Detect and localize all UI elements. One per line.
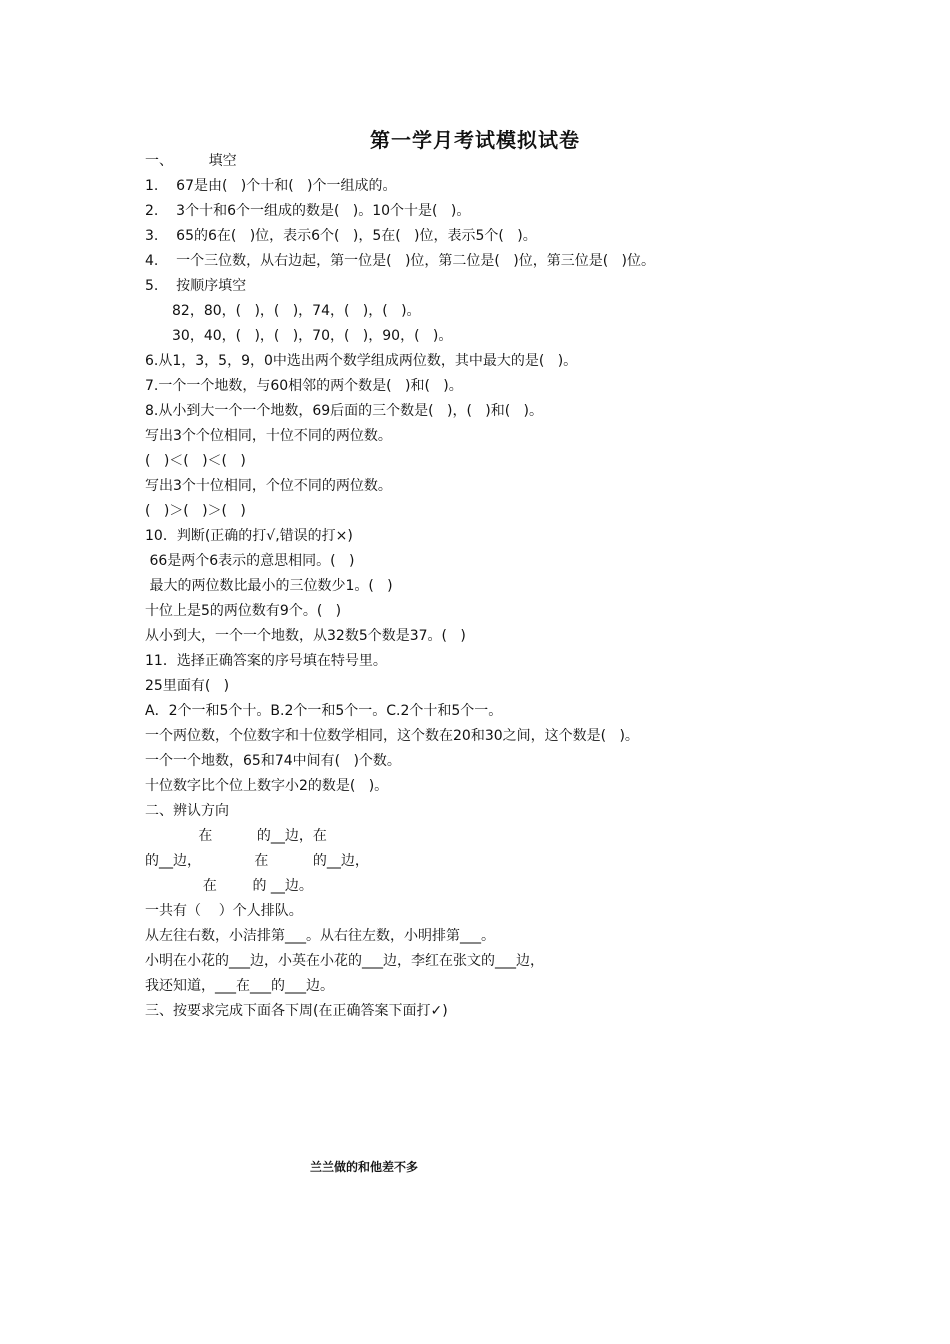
- question-line: 6.从1，3，5，9，0中选出两个数学组成两位数，其中最大的是( )。: [145, 353, 578, 369]
- caption-text: 兰兰做的和他差不多: [310, 1160, 419, 1174]
- question-line: 一个两位数，个位数字和十位数学相同，这个数在20和30之间，这个数是( )。: [145, 728, 639, 744]
- question-line: 4. 一个三位数，从右边起，第一位是( )位，第二位是( )位，第三位是( )位。: [145, 253, 655, 269]
- question-line: 7.一个一个地数，与60相邻的两个数是( )和( )。: [145, 378, 463, 394]
- question-line: 十位数字比个位上数字小2的数是( )。: [145, 778, 389, 794]
- question-line: 10．判断(正确的打√,错误的打×): [145, 528, 353, 544]
- question-line: 在 的__边，在: [145, 828, 327, 844]
- question-line: 的__边， 在 的__边，: [145, 853, 369, 869]
- page-title: 第一学月考试模拟试卷: [370, 128, 580, 152]
- section-heading: 一、 填空: [145, 153, 237, 169]
- question-line: 十位上是5的两位数有9个。( ): [145, 603, 342, 619]
- question-line: 写出3个十位相同，个位不同的两位数。: [145, 478, 392, 494]
- question-line: 1. 67是由( )个十和( )个一组成的。: [145, 178, 397, 194]
- question-line: 82，80，( )，( )，74，( )，( )。: [172, 303, 421, 319]
- question-line: 小明在小花的___边，小英在小花的___边，李红在张文的___边，: [145, 953, 544, 969]
- question-line: 一共有（ ）个人排队。: [145, 903, 303, 919]
- question-line: 11．选择正确答案的序号填在特号里。: [145, 653, 387, 669]
- question-line: 在 的 __边。: [145, 878, 313, 894]
- question-line: 2. 3个十和6个一组成的数是( )。10个十是( )。: [145, 203, 471, 219]
- question-line: 从左往右数，小洁排第___。从右往左数，小明排第___。: [145, 928, 495, 944]
- question-line: 最大的两位数比最小的三位数少1。( ): [145, 578, 393, 594]
- question-line: A．2个一和5个十。B.2个一和5个一。C.2个十和5个一。: [145, 703, 503, 719]
- question-line: 3. 65的6在( )位，表示6个( )，5在( )位，表示5个( )。: [145, 228, 537, 244]
- question-line: 5. 按顺序填空: [145, 278, 247, 294]
- question-line: 一个一个地数，65和74中间有( )个数。: [145, 753, 401, 769]
- question-line: 从小到大，一个一个地数，从32数5个数是37。( ): [145, 628, 466, 644]
- question-line: 66是两个6表示的意思相同。( ): [145, 553, 355, 569]
- question-line: 写出3个个位相同，十位不同的两位数。: [145, 428, 392, 444]
- question-line: 30，40，( )，( )，70，( )，90，( )。: [172, 328, 453, 344]
- question-line: 我还知道，___在___的___边。: [145, 978, 334, 994]
- question-line: ( )＜( )＜( ): [145, 453, 246, 469]
- question-line: ( )＞( )＞( ): [145, 503, 246, 519]
- question-line: 25里面有( ): [145, 678, 230, 694]
- section-heading: 二、辨认方向: [145, 803, 229, 819]
- section-heading: 三、按要求完成下面各下周(在正确答案下面打✓): [145, 1003, 448, 1019]
- question-line: 8.从小到大一个一个地数，69后面的三个数是( )，( )和( )。: [145, 403, 543, 419]
